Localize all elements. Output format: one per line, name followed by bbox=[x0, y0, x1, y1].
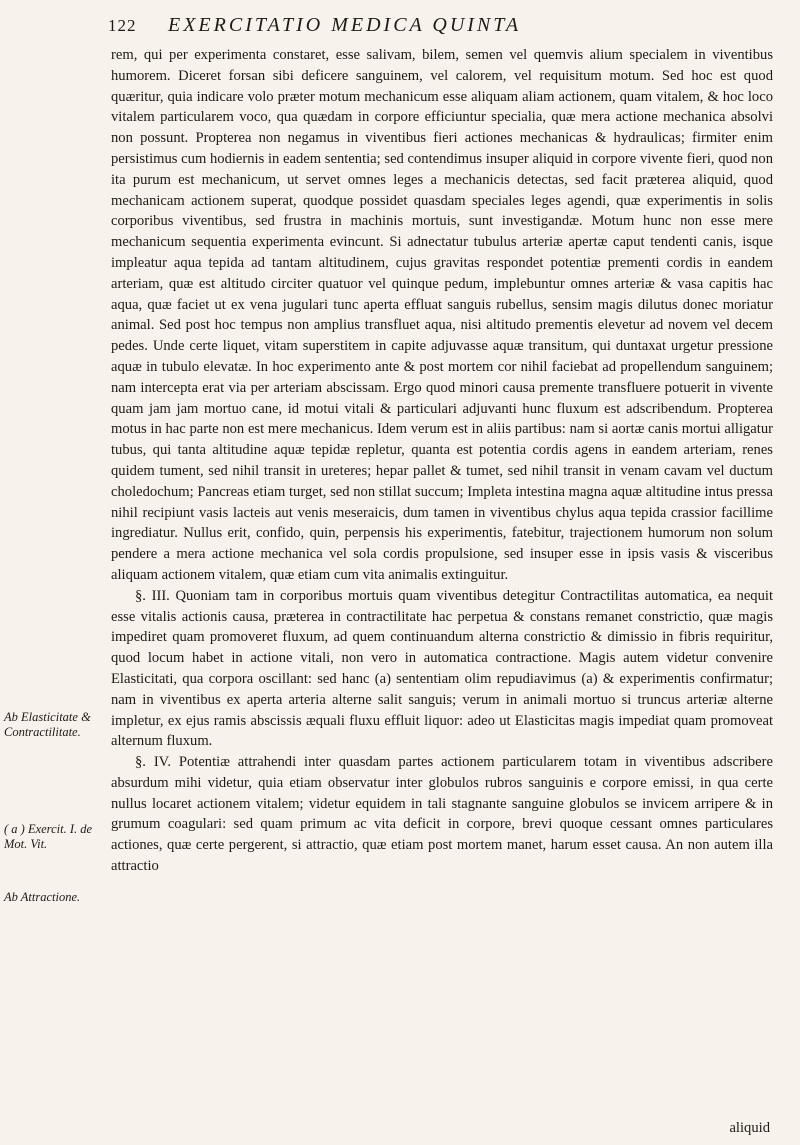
paragraph-section-iv: §. IV. Potentiæ attrahendi inter quasdam partes actionem particularem totam in viventibus adscribere absurdum mihi videtur, quia etiam observatur inter globulos rubros sanguinis e corpore emissi, in qua certe nullus locaret actionem vitalem; videtur equidem in tali stagnante sanguine globulos se invicem arripere & in grumum coagulari: sed quam primum ac vita deficit in corpore, brevi quoque cessant omnes particulares actiones, quæ certe pergerent, si attractio, quæ etiam post mortem manet, harum esset causa. An non autem illa attractio bbox=[111, 754, 773, 875]
page-number: 122 bbox=[108, 16, 137, 35]
margin-note-reference: ( a ) Exercit. I. de Mot. Vit. bbox=[4, 822, 93, 851]
catchword: aliquid bbox=[729, 1120, 770, 1136]
margin-note-elasticitate: Ab Elasticitate & Contractilitate. bbox=[4, 710, 91, 739]
body-text bbox=[111, 45, 773, 877]
paragraph-continuation: rem, qui per experimenta constaret, esse salivam, bilem, semen vel quemvis alium specialem in viventibus humorem. Diceret forsan sibi deficere sanguinem, vel calorem, vel requisitum motum. Sed hoc est quod quæritur, quia indicare volo præter motum mechanicum esse aliquam aliam actionem, quam vitalem, & hoc loco vitalem particularem voco, qua quædam in corpore efficiuntur specialia, quæ mera actione mechanica absolvi non possunt. Propterea non negamus in viventibus fieri actiones mechanicas & hydraulicas; firmiter enim persistimus cum hodiernis in eadem sententia; sed contendimus insuper aliquid in corpore vivente fieri, quod non ita purum est mechanicum, ut servet omnes leges a mechanicis detectas, sed facit præterea aliquid, quod mechanicam actionem superat, quodque possidet quasdam speciales leges agendi, quæ experimentis in solis corporibus viventibus, sed frustra in machinis mortuis, sunt investigandæ. Motum hunc non esse mere mechanicum sequentia experimenta evincunt. Si adnectatur tubulus arteriæ apertæ caput tendenti canis, isque impleatur aqua tepida ad tantam altitudinem, cujus gravitas respondet potentiæ prementi cordis in eandem arteriam, quæ est altitudo circiter quatuor vel quinque pedum, implebuntur omnes arteriæ & vasa capitis hac aqua, quæ faciet ut ex vena jugulari tunc aperta effluat sanguis rubellus, sensim magis dilutus donec moriatur animal. Sed post hoc tempus non amplius transfluet aqua, nisi altitudo prementis elevetur ad novem vel decem pedes. Unde certe liquet, vitam superstitem in capite adjuvasse aquæ transitum, qui duntaxat urgetur pressione aquæ in tubulo elevatæ. In hoc experimento ante & post mortem cor nihil faciebat ad propellendum sanguinem; nam intercepta erat via per arteriam abscissam. Ergo quod minori causa premente transfluere potuerit in vivente quam jam jam mortuo cane, id motui vitali & particulari adjuvanti hunc fluxum est adscribendum. Propterea motus in hac parte non est mere mechanicus. Idem verum est in aliis partibus: nam si aortæ canis mortui alligatur tubus, qui tanta altitudine aquæ tepidæ repletur, quanta est potentia cordis agens in eandem arteriam, renes quidem tument, sed nihil transit in ureteres; hepar pallet & tumet, sed nihil transit in venam cavam vel ductum choledochum; Pancreas etiam turget, sed non stillat succum; Impleta intestina magna aquæ altitudine intus pressa nihil recipiunt vasis lacteis aut venis meseraicis, dum tamen in viventibus chylus aqua tepida crassior facillime ingrediatur. Nullus erit, confido, quin, perpensis his experimentis, fatebitur, trajectionem humorum non solum pendere a mera actione mechanica vel sola cordis propulsione, sed insuper esse in ipsis vasis & visceribus aliquam actionem vitalem, quæ etiam cum vita animalis extinguitur. bbox=[111, 47, 773, 583]
paragraph-section-iii: §. III. Quoniam tam in corporibus mortuis quam viventibus detegitur Contractilitas automatica, ea nequit esse vitalis actionis causa, præterea in contractilitate hac perpetua & constans remanet constrictio, quæ magis impediret quam promoveret fluxum, ad quem continuandum alterna constrictio & dimissio in fibris requiritur, quod locum habet in actione vitali, non vero in automatica contractione. Magis autem videtur convenire Elasticitati, qua corpora oscillant: sed hanc (a) sententiam olim repudiavimus (a) & experimentis confirmatur; nam in viventibus ex aperta arteria alterne salit sanguis; verum in animali mortuo si truncus arteriæ alterne impletur, ex ejus ramis abscissis æquali fluxu effluit liquor: adeo ut Elasticitas magis impediat quam promoveat alternum fluxum. bbox=[111, 587, 773, 750]
margin-notes bbox=[4, 0, 100, 1145]
margin-note-attractione: Ab Attractione. bbox=[4, 890, 81, 904]
running-title: EXERCITATIO MEDICA QUINTA bbox=[168, 14, 522, 36]
page-header bbox=[108, 10, 768, 40]
